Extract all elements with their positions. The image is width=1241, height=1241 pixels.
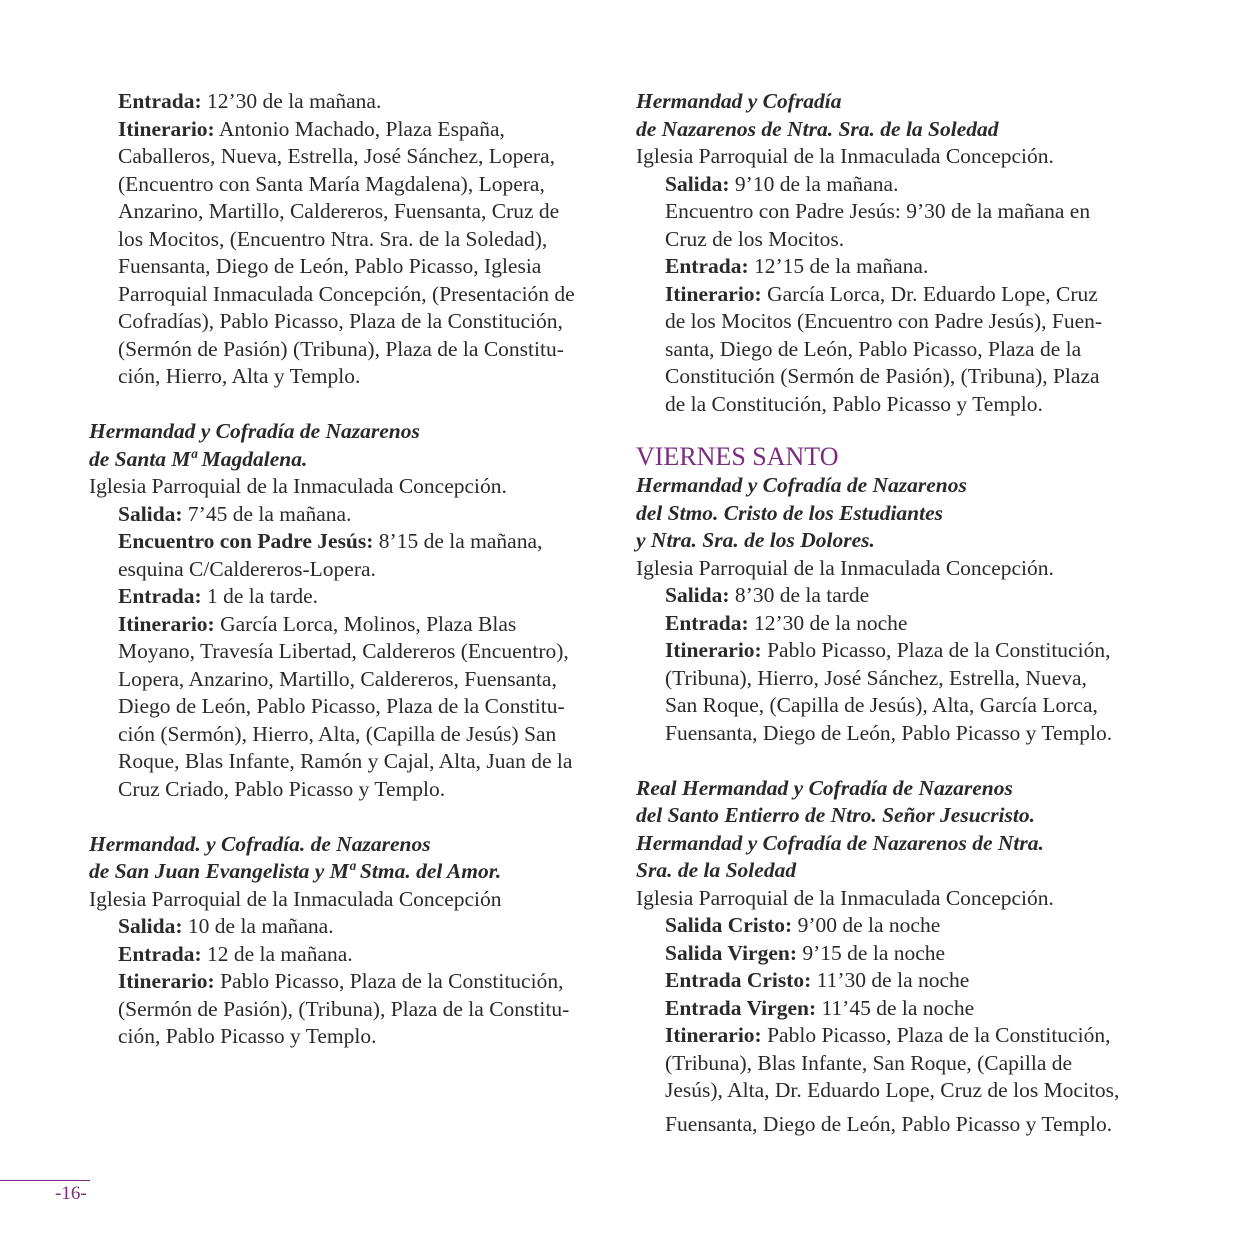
entrada-virgen-label: Entrada Virgen: xyxy=(665,995,817,1020)
salida-label: Salida: xyxy=(118,914,183,938)
itinerario-line: (Sermón de Pasión), (Tribuna), Plaza de la Constitu- xyxy=(118,996,570,1021)
itinerario-text: Pablo Picasso, Plaza de la Constitución, xyxy=(214,969,564,993)
procession-santo-entierro xyxy=(636,775,1156,1139)
salida-value: 7’45 de la mañana. xyxy=(182,501,352,526)
itinerario-line: (Tribuna), Hierro, José Sánchez, Estrella, Nueva, xyxy=(665,665,1087,690)
itinerario-text: García Lorca, Molinos, Plaza Blas xyxy=(214,611,517,636)
itinerario-label: Itinerario: xyxy=(665,281,762,306)
itinerario-line: ción, Hierro, Alta y Templo. xyxy=(118,364,361,388)
brotherhood-title: Sra. de la Soledad xyxy=(636,858,797,882)
itinerario-line: Fuensanta, Diego de León, Pablo Picasso, Iglesia xyxy=(118,254,542,278)
church-name: Iglesia Parroquial de la Inmaculada Concepción xyxy=(89,886,502,911)
entrada-value: 12’30 de la mañana. xyxy=(201,89,382,113)
procession-magdalena xyxy=(89,418,619,803)
salida-cristo-value: 9’00 de la noche xyxy=(792,913,941,937)
itinerario-line: Moyano, Travesía Libertad, Caldereros (Encuentro), xyxy=(118,639,569,663)
entrada-value: 12’30 de la noche xyxy=(748,610,908,635)
itinerario-line: Roque, Blas Infante, Ramón y Cajal, Alta, Juan de la xyxy=(118,749,573,773)
itinerario-line: (Tribuna), Blas Infante, San Roque, (Capilla de xyxy=(665,1050,1073,1075)
brotherhood-title: y Ntra. Sra. de los Dolores. xyxy=(636,528,875,552)
itinerario-line: Cofradías), Pablo Picasso, Plaza de la Constitución, xyxy=(118,309,563,333)
church-name: Iglesia Parroquial de la Inmaculada Concepción. xyxy=(89,474,507,498)
brotherhood-title: Hermandad y Cofradía de Nazarenos de Ntra. xyxy=(636,830,1044,855)
itinerario-line: Jesús), Alta, Dr. Eduardo Lope, Cruz de los Mocitos, xyxy=(665,1078,1120,1102)
brotherhood-title: Real Hermandad y Cofradía de Nazarenos xyxy=(636,775,1013,800)
itinerario-label: Itinerario: xyxy=(118,969,215,993)
procession-estudiantes xyxy=(636,472,1156,747)
itinerario-label: Itinerario: xyxy=(118,611,215,636)
itinerario-line: ción (Sermón), Hierro, Alta, (Capilla de Jesús) San xyxy=(118,721,557,746)
salida-label: Salida: xyxy=(665,171,730,196)
itinerario-line: (Encuentro con Santa María Magdalena), Lopera, xyxy=(118,171,545,196)
itinerario-label: Itinerario: xyxy=(665,638,762,662)
encuentro-line: Cruz de los Mocitos. xyxy=(665,226,845,251)
encuentro-label: Encuentro con Padre Jesús: xyxy=(118,529,374,553)
brotherhood-title: Hermandad. y Cofradía. de Nazarenos xyxy=(89,831,431,856)
salida-label: Salida: xyxy=(665,583,730,607)
itinerario-line: Cruz Criado, Pablo Picasso y Templo. xyxy=(118,776,446,801)
encuentro-line: Encuentro con Padre Jesús: 9’30 de la mañana en xyxy=(665,199,1091,223)
encuentro-value: 8’15 de la mañana, xyxy=(373,529,543,553)
right-column xyxy=(636,88,1156,1138)
itinerario-text: Antonio Machado, Plaza España, xyxy=(214,116,505,141)
itinerario-line: Caballeros, Nueva, Estrella, José Sánchez, Lopera, xyxy=(118,144,556,168)
itinerario-line: Fuensanta, Diego de León, Pablo Picasso y Templo. xyxy=(665,720,1113,745)
salida-value: 9’10 de la mañana. xyxy=(729,171,899,196)
left-column xyxy=(89,88,619,1051)
itinerario-label: Itinerario: xyxy=(118,116,215,141)
brotherhood-title: Hermandad y Cofradía xyxy=(636,89,842,113)
entrada-label: Entrada: xyxy=(118,941,202,966)
footer-rule xyxy=(0,1180,90,1181)
entrada-label: Entrada: xyxy=(665,610,749,635)
salida-value: 10 de la mañana. xyxy=(182,914,334,938)
itinerario-line: (Sermón de Pasión) (Tribuna), Plaza de la Constitu- xyxy=(118,336,564,361)
church-name: Iglesia Parroquial de la Inmaculada Concepción. xyxy=(636,885,1054,910)
itinerario-line: de los Mocitos (Encuentro con Padre Jesús), Fuen- xyxy=(665,309,1103,333)
salida-virgen-value: 9’15 de la noche xyxy=(797,940,946,965)
entrada-value: 12 de la mañana. xyxy=(201,941,353,966)
day-heading: VIERNES SANTO xyxy=(636,442,839,471)
entrada-cristo-label: Entrada Cristo: xyxy=(665,968,812,992)
itinerario-text: Pablo Picasso, Plaza de la Constitución, xyxy=(761,638,1111,662)
brotherhood-title: Hermandad y Cofradía de Nazarenos xyxy=(89,419,420,443)
brotherhood-title: de Santa Mª Magdalena. xyxy=(89,446,308,471)
page-number: -16- xyxy=(55,1183,87,1204)
itinerario-line: Constitución (Sermón de Pasión), (Tribuna), Plaza xyxy=(665,364,1100,388)
brotherhood-title: del Stmo. Cristo de los Estudiantes xyxy=(636,500,944,525)
itinerario-line: ción, Pablo Picasso y Templo. xyxy=(118,1024,377,1048)
itinerario-line: San Roque, (Capilla de Jesús), Alta, García Lorca, xyxy=(665,693,1098,717)
salida-value: 8’30 de la tarde xyxy=(729,583,870,607)
procession-intro xyxy=(89,88,619,391)
brotherhood-title: de San Juan Evangelista y Mª Stma. del Amor. xyxy=(89,859,502,883)
encuentro-line: esquina C/Caldereros-Lopera. xyxy=(118,556,376,581)
entrada-value: 1 de la tarde. xyxy=(201,584,319,608)
itinerario-line: Parroquial Inmaculada Concepción, (Presentación de xyxy=(118,281,575,306)
itinerario-line: los Mocitos, (Encuentro Ntra. Sra. de la Soledad), xyxy=(118,226,548,251)
church-name: Iglesia Parroquial de la Inmaculada Concepción. xyxy=(636,144,1054,168)
procession-san-juan xyxy=(89,831,619,1051)
church-name: Iglesia Parroquial de la Inmaculada Concepción. xyxy=(636,555,1054,580)
salida-virgen-label: Salida Virgen: xyxy=(665,940,798,965)
itinerario-line: Diego de León, Pablo Picasso, Plaza de la Constitu- xyxy=(118,694,565,718)
salida-label: Salida: xyxy=(118,501,183,526)
procession-soledad xyxy=(636,88,1156,418)
itinerario-text: García Lorca, Dr. Eduardo Lope, Cruz xyxy=(761,281,1098,306)
itinerario-line: Anzarino, Martillo, Caldereros, Fuensanta, Cruz de xyxy=(118,199,560,223)
itinerario-label: Itinerario: xyxy=(665,1023,762,1047)
entrada-label: Entrada: xyxy=(118,89,202,113)
itinerario-line: de la Constitución, Pablo Picasso y Templo. xyxy=(665,391,1043,416)
entrada-cristo-value: 11’30 de la noche xyxy=(811,968,970,992)
itinerario-text: Pablo Picasso, Plaza de la Constitución, xyxy=(761,1023,1111,1047)
brotherhood-title: de Nazarenos de Ntra. Sra. de la Soledad xyxy=(636,116,999,141)
entrada-label: Entrada: xyxy=(665,254,749,278)
itinerario-line: Fuensanta, Diego de León, Pablo Picasso y Templo. xyxy=(665,1111,1113,1136)
itinerario-line: santa, Diego de León, Pablo Picasso, Plaza de la xyxy=(665,336,1082,361)
salida-cristo-label: Salida Cristo: xyxy=(665,913,793,937)
entrada-value: 12’15 de la mañana. xyxy=(748,254,929,278)
entrada-virgen-value: 11’45 de la noche xyxy=(816,995,975,1020)
brotherhood-title: del Santo Entierro de Ntro. Señor Jesucristo. xyxy=(636,803,1035,827)
brotherhood-title: Hermandad y Cofradía de Nazarenos xyxy=(636,473,967,497)
itinerario-line: Lopera, Anzarino, Martillo, Caldereros, Fuensanta, xyxy=(118,666,557,691)
entrada-label: Entrada: xyxy=(118,584,202,608)
